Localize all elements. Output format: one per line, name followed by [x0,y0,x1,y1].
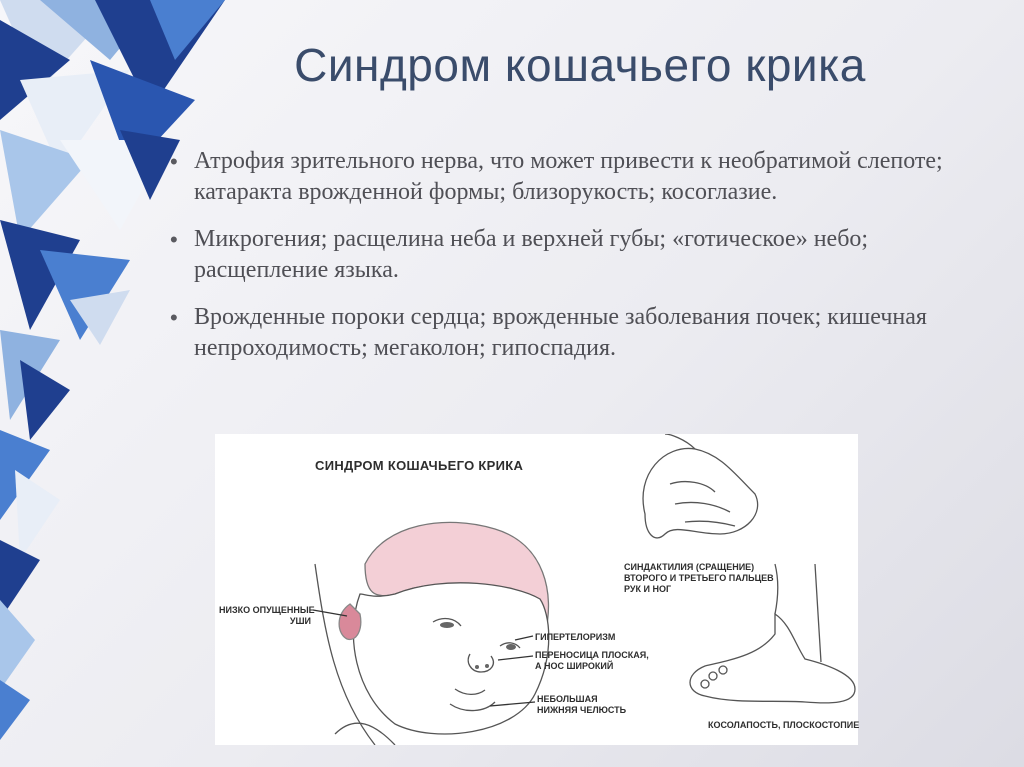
label-jaw [537,694,626,716]
illustration-figure [215,434,858,745]
label-ears [219,605,315,627]
label-ears-line2: УШИ [289,616,311,626]
label-ears-line1: НИЗКО ОПУЩЕННЫЕ [219,605,315,615]
bullet-text: Атрофия зрительного нерва, что может привести к необратимой слепоте; катаракта врожденной формы; близорукость; косоглазие. [194,148,943,205]
label-syndactyly-line1: СИНДАКТИЛИЯ (СРАЩЕНИЕ) [624,562,755,572]
label-syndactyly [624,562,774,595]
label-nose-line1: ПЕРЕНОСИЦА ПЛОСКАЯ, [535,650,649,660]
bullet-text: Микрогения; расщелина неба и верхней губы; «готическое» небо; расщепление языка. [194,226,869,283]
bullet-glyph: • [170,227,178,252]
figure-title: СИНДРОМ КОШАЧЬЕГО КРИКА [315,458,524,473]
label-jaw-line1: НЕБОЛЬШАЯ [537,694,598,704]
bullet-glyph: • [170,149,178,174]
label-jaw-line2: НИЖНЯЯ ЧЕЛЮСТЬ [537,705,627,715]
bullet-glyph: • [170,305,178,330]
bullet-text: Врожденные пороки сердца; врожденные заболевания почек; кишечная непроходимость; мегаколон; гипоспадия. [194,304,927,361]
label-nose [535,650,649,672]
slide-title: Синдром кошачьего крика [294,39,866,91]
label-syndactyly-line3: РУК И НОГ [624,584,672,594]
bullet-list [168,146,1008,380]
label-nose-line2: А НОС ШИРОКИЙ [535,661,614,671]
label-hypertelorism: ГИПЕРТЕЛОРИЗМ [535,632,616,642]
label-syndactyly-line2: ВТОРОГО И ТРЕТЬЕГО ПАЛЬЦЕВ [624,573,774,583]
bullet-item [168,146,1008,208]
decorative-triangles [0,0,240,767]
bullet-item [168,302,1008,364]
bullet-item [168,224,1008,286]
label-foot: КОСОЛАПОСТЬ, ПЛОСКОСТОПИЕ [708,720,860,730]
